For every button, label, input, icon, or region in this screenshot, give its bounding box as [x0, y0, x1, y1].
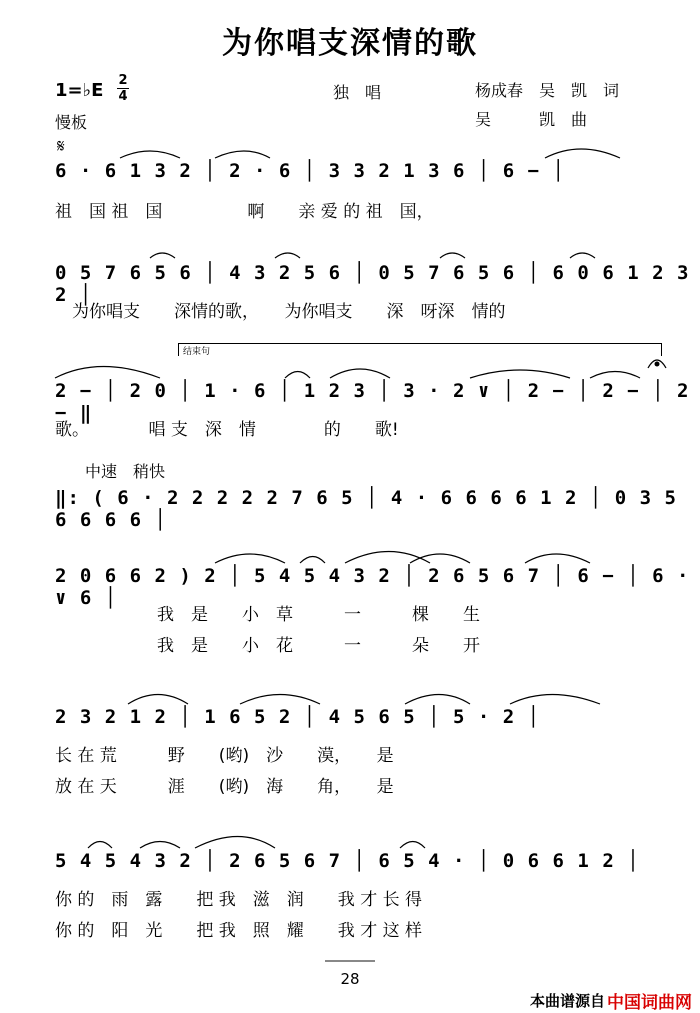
- time-top: 2: [118, 73, 128, 88]
- slur: [470, 370, 570, 378]
- slur: [590, 372, 640, 379]
- slur: [215, 554, 285, 563]
- slur: [410, 554, 470, 563]
- lyricist-credit: 杨成春 吴 凯 词: [475, 81, 620, 100]
- notes-line-6: 2 3 2 1 2 │ 1 6 5 2 │ 4 5 6 5 │ 5 · 2 │: [55, 706, 541, 728]
- notes-line-2: 0 5 7 6 5 6 │ 4 3 2 5 6 │ 0 5 7 6 5 6 │ 6 0 6 1 2 3 2 │: [55, 262, 690, 306]
- segno-sign: 𝄋: [57, 136, 65, 157]
- tempo-marking-2: 中速 稍快: [85, 462, 166, 481]
- notes-line-7: 5 4 5 4 3 2 │ 2 6 5 6 7 │ 6 5 4 · │ 0 6 6 1 2 │: [55, 850, 640, 872]
- notes-line-5: 2 0 6 6 2 ) 2 │ 5 4 5 4 3 2 │ 2 6 5 6 7 │ 6 − │ 6 · ∨ 6 │: [55, 565, 690, 609]
- slur: [88, 842, 112, 849]
- slur: [400, 842, 425, 849]
- lyrics-line-5b: 我 是 小 花 一 朵 开: [55, 636, 480, 656]
- fermata-dot: [655, 362, 660, 367]
- lyrics-line-2: 为你唱支 深情的歌， 为你唱支 深 呀深 情的: [55, 302, 506, 322]
- page-number: 28: [340, 970, 360, 988]
- lyrics-line-5a: 我 是 小 草 一 棵 生: [55, 605, 480, 625]
- slur: [525, 554, 590, 563]
- slur: [285, 372, 310, 379]
- source-label: 本曲谱源自: [529, 992, 605, 1010]
- ending-label: 结束句: [183, 347, 211, 357]
- slur: [275, 253, 300, 258]
- notes-line-1: 6 · 6 1 3 2 │ 2 · 6 │ 3 3 2 1 3 6 │ 6 − │: [55, 160, 565, 182]
- lyrics-line-1: 祖 国 祖 国 啊 亲 爱 的 祖 国，: [55, 202, 434, 222]
- performance-type: 独 唱: [333, 83, 382, 102]
- composer-credit: 吴 凯 曲: [475, 110, 588, 129]
- slur: [150, 253, 175, 258]
- slur: [195, 837, 275, 849]
- lyrics-line-7a: 你 的 雨 露 把 我 滋 润 我 才 长 得: [55, 890, 423, 910]
- time-bottom: 4: [118, 89, 128, 104]
- lyrics-line-3: 歌。 唱 支 深 情 的 歌!: [55, 420, 399, 440]
- slur: [405, 695, 470, 705]
- brand-logo-text[interactable]: 中国词曲网: [607, 993, 692, 1013]
- notes-line-4: ‖: ( 6 · 2 2 2 2 2 7 6 5 │ 4 · 6 6 6 6 1 2 │ 0 3 5 6 6 6 6 │: [55, 487, 677, 531]
- slur: [55, 367, 160, 379]
- tempo-marking-1: 慢板: [55, 113, 88, 132]
- slur: [570, 253, 595, 258]
- slur: [128, 695, 188, 705]
- slur: [440, 253, 465, 258]
- slur: [120, 151, 180, 158]
- slur: [300, 557, 325, 564]
- slur: [510, 695, 600, 705]
- slur: [345, 552, 430, 564]
- song-title: 为你唱支深情的歌: [222, 26, 478, 61]
- lyrics-line-6a: 长 在 荒 野 (哟) 沙 漠， 是: [55, 746, 394, 766]
- notes-line-3: 2 − │ 2 0 │ 1 · 6 │ 1 2 3 │ 3 · 2 ∨ │ 2 − │ 2 − │ 2 − ‖: [55, 380, 690, 424]
- lyrics-line-7b: 你 的 阳 光 把 我 照 耀 我 才 这 样: [55, 921, 423, 941]
- slur: [240, 695, 320, 705]
- lyrics-line-6b: 放 在 天 涯 (哟) 海 角， 是: [55, 777, 394, 797]
- page-rule: [325, 960, 375, 962]
- slur: [215, 151, 270, 158]
- key-signature: 1=♭E: [55, 80, 104, 101]
- slur: [330, 369, 390, 378]
- slur: [545, 149, 620, 158]
- slur: [140, 842, 180, 849]
